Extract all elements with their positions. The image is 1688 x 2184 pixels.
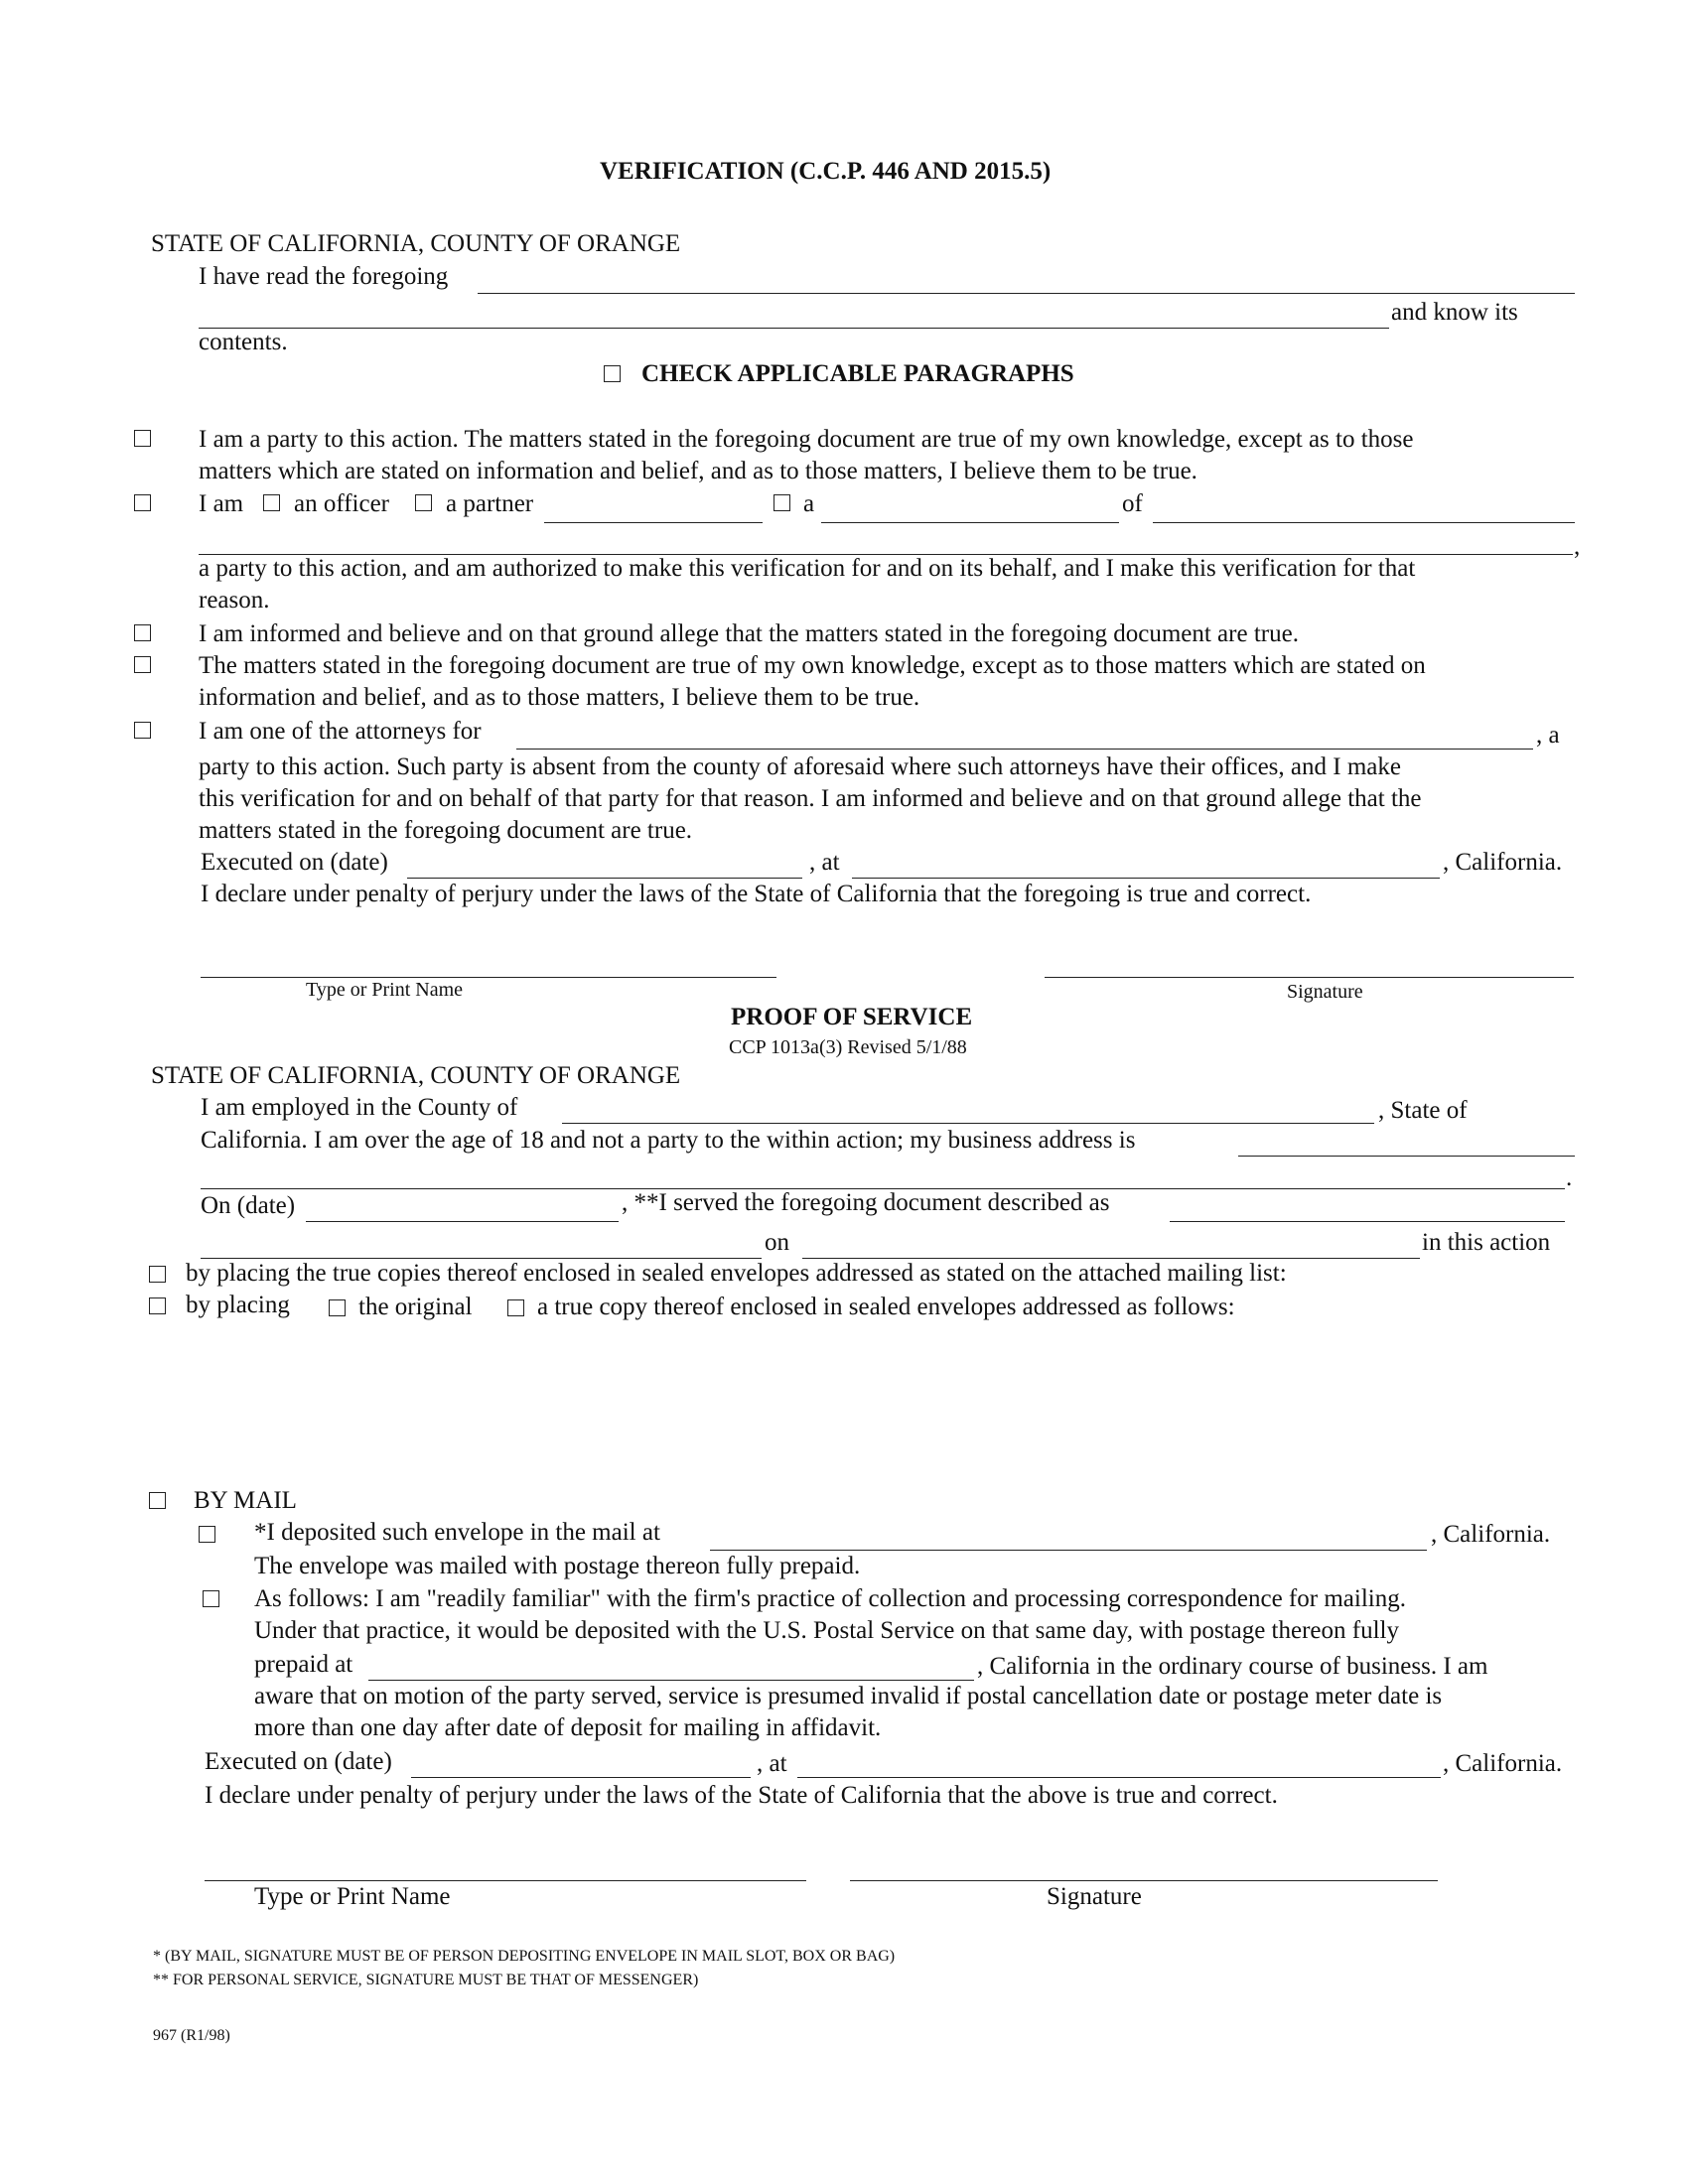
prepaid-at-field[interactable] <box>368 1680 974 1681</box>
placing-true-copies-text: by placing the true copies thereof enclosed in sealed envelopes addressed as stated on the attached mailing list: <box>186 1260 1287 1287</box>
executed-date-field[interactable] <box>407 878 802 879</box>
of-label: of <box>1122 490 1143 517</box>
attorney-line-3: this verification for and on behalf of that party for that reason. I am informed and believe and on that ground allege that the <box>199 785 1422 812</box>
state-of-label: , State of <box>1378 1097 1468 1124</box>
of-entity-field[interactable] <box>1153 522 1575 523</box>
as-follows-line-2: Under that practice, it would be deposited with the U.S. Postal Service on that same day, with postage thereon fully <box>254 1617 1399 1644</box>
prepaid-at-label: prepaid at <box>254 1651 353 1678</box>
own-knowledge-line-2: information and belief, and as to those matters, I believe them to be true. <box>199 684 920 711</box>
proof-executed-at-label: , at <box>757 1750 787 1777</box>
party-checkbox[interactable] <box>134 430 151 447</box>
as-follows-checkbox[interactable] <box>203 1590 219 1607</box>
authorized-line-1: a party to this action, and am authorized to make this verification for and on its behalf, and I make this verification for that <box>199 555 1416 582</box>
employed-county-field[interactable] <box>562 1123 1374 1124</box>
executed-on-label: Executed on (date) <box>201 849 388 876</box>
placing-true-copies-checkbox[interactable] <box>149 1266 166 1283</box>
true-copy-label: a true copy thereof enclosed in sealed envelopes addressed as follows: <box>537 1294 1235 1320</box>
officer-partner-paragraph-checkbox[interactable] <box>134 494 151 511</box>
aware-line: aware that on motion of the party served, service is presumed invalid if postal cancellation date or postage meter date is <box>254 1683 1443 1709</box>
by-mail-checkbox[interactable] <box>149 1492 166 1509</box>
read-foregoing-label: I have read the foregoing <box>199 263 449 290</box>
deposited-california-label: , California. <box>1431 1521 1551 1548</box>
ordinary-course-text: , California in the ordinary course of business. I am <box>977 1653 1488 1680</box>
more-than-line: more than one day after date of deposit for mailing in affidavit. <box>254 1714 882 1741</box>
verification-name-line[interactable] <box>201 977 776 978</box>
a-partner-checkbox[interactable] <box>415 494 432 511</box>
proof-signature-label: Signature <box>1047 1883 1142 1910</box>
executed-place-field[interactable] <box>852 878 1440 879</box>
foregoing-document-field-2[interactable] <box>199 328 1389 329</box>
proof-signature-line[interactable] <box>850 1880 1438 1881</box>
form-number: 967 (R1/98) <box>153 2027 230 2044</box>
attorneys-for-label: I am one of the attorneys for <box>199 718 482 745</box>
partner-field[interactable] <box>544 522 763 523</box>
proof-executed-date-field[interactable] <box>411 1777 751 1778</box>
attorneys-for-field[interactable] <box>516 749 1533 750</box>
deposited-label: *I deposited such envelope in the mail at <box>254 1519 660 1546</box>
proof-subtitle: CCP 1013a(3) Revised 5/1/88 <box>729 1036 967 1058</box>
informed-believe-checkbox[interactable] <box>134 624 151 641</box>
by-mail-footnote: * (BY MAIL, SIGNATURE MUST BE OF PERSON DEPOSITING ENVELOPE IN MAIL SLOT, BOX OR BAG) <box>153 1948 896 1965</box>
i-am-label: I am <box>199 490 244 517</box>
deposited-place-field[interactable] <box>710 1550 1427 1551</box>
served-described-label: , **I served the foregoing document described as <box>622 1189 1110 1216</box>
personal-service-footnote: ** FOR PERSONAL SERVICE, SIGNATURE MUST BE THAT OF MESSENGER) <box>153 1972 699 1988</box>
a-label: a <box>803 490 815 517</box>
own-knowledge-checkbox[interactable] <box>134 656 151 673</box>
own-knowledge-line-1: The matters stated in the foregoing document are true of my own knowledge, except as to those matters which are stated on <box>199 652 1426 679</box>
party-line-1: I am a party to this action. The matters stated in the foregoing document are true of my own knowledge, except as to those <box>199 426 1414 453</box>
proof-state-county: STATE OF CALIFORNIA, COUNTY OF ORANGE <box>151 1062 681 1089</box>
attorney-line-2: party to this action. Such party is absent from the county of aforesaid where such attorneys have their offices, and I make <box>199 753 1401 780</box>
proof-type-print-name: Type or Print Name <box>254 1883 451 1910</box>
informed-believe-text: I am informed and believe and on that ground allege that the matters stated in the foregoing document are true. <box>199 620 1299 647</box>
party-line-2: matters which are stated on information and belief, and as to those matters, I believe them to be true. <box>199 458 1197 484</box>
attorneys-comma-a: , a <box>1536 722 1560 749</box>
document-described-field[interactable] <box>1170 1221 1565 1222</box>
authorized-line-2: reason. <box>199 587 270 614</box>
a-other-field[interactable] <box>821 522 1119 523</box>
verification-signature-label: Signature <box>1287 981 1363 1003</box>
in-this-action-label: in this action <box>1422 1229 1551 1256</box>
an-officer-label: an officer <box>294 490 390 517</box>
the-original-label: the original <box>358 1294 473 1320</box>
proof-title: PROOF OF SERVICE <box>731 1004 973 1030</box>
executed-at-label: , at <box>809 849 840 876</box>
proof-name-line[interactable] <box>205 1880 806 1881</box>
served-date-field[interactable] <box>306 1221 619 1222</box>
attorney-line-4: matters stated in the foregoing document are true. <box>199 817 693 844</box>
a-partner-label: a partner <box>446 490 534 517</box>
entity-comma: , <box>1574 533 1581 560</box>
a-other-checkbox[interactable] <box>774 494 790 511</box>
by-placing-checkbox[interactable] <box>149 1297 166 1314</box>
verification-type-print-name: Type or Print Name <box>306 979 464 1001</box>
check-applicable-checkbox[interactable] <box>604 365 621 382</box>
on-label: on <box>765 1229 789 1256</box>
know-its-label: and know its <box>1391 299 1518 326</box>
verification-title: VERIFICATION (C.C.P. 446 AND 2015.5) <box>600 158 1052 185</box>
as-follows-line-1: As follows: I am "readily familiar" with the firm's practice of collection and processing correspondence for mailing. <box>254 1585 1406 1612</box>
deposited-checkbox[interactable] <box>199 1526 215 1543</box>
address-period: . <box>1566 1164 1573 1191</box>
postage-prepaid-text: The envelope was mailed with postage thereon fully prepaid. <box>254 1553 861 1579</box>
business-address-field[interactable] <box>1238 1156 1575 1157</box>
verification-declaration: I declare under penalty of perjury under the laws of the State of California that the foregoing is true and correct. <box>201 881 1312 907</box>
verification-state-county: STATE OF CALIFORNIA, COUNTY OF ORANGE <box>151 230 681 257</box>
over-age-text: California. I am over the age of 18 and not a party to the within action; my business address is <box>201 1127 1136 1154</box>
proof-executed-on-label: Executed on (date) <box>205 1748 392 1775</box>
by-mail-label: BY MAIL <box>194 1487 297 1514</box>
by-placing-label: by placing <box>186 1292 290 1318</box>
proof-executed-place-field[interactable] <box>797 1777 1441 1778</box>
true-copy-checkbox[interactable] <box>507 1299 524 1316</box>
proof-executed-california-label: , California. <box>1443 1750 1563 1777</box>
contents-label: contents. <box>199 329 288 355</box>
foregoing-document-field[interactable] <box>478 293 1575 294</box>
attorneys-checkbox[interactable] <box>134 722 151 739</box>
employed-county-label: I am employed in the County of <box>201 1094 518 1121</box>
executed-california-label: , California. <box>1443 849 1563 876</box>
an-officer-checkbox[interactable] <box>263 494 280 511</box>
on-date-label: On (date) <box>201 1192 296 1219</box>
the-original-checkbox[interactable] <box>329 1299 346 1316</box>
check-applicable-heading: CHECK APPLICABLE PARAGRAPHS <box>641 360 1074 387</box>
proof-declaration: I declare under penalty of perjury under the laws of the State of California that the above is true and correct. <box>205 1782 1278 1809</box>
